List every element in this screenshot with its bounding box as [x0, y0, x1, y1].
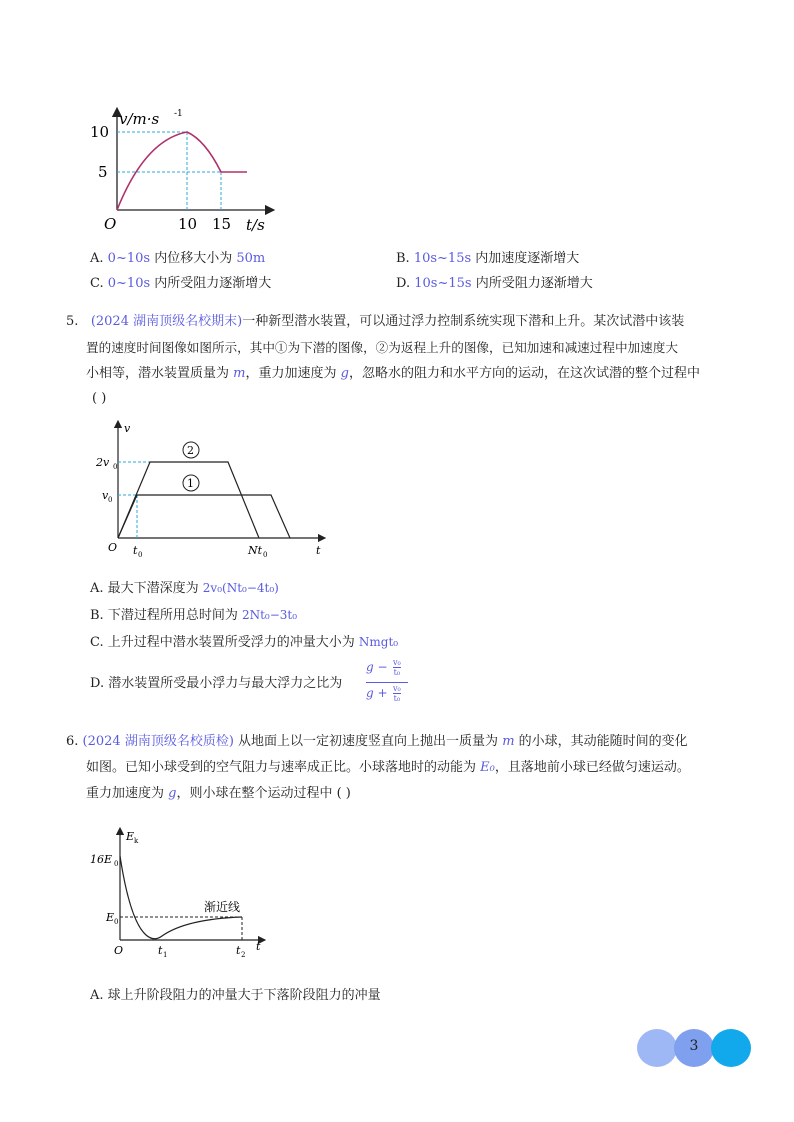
asymptote-label: 渐近线	[204, 900, 241, 914]
tick-label-16E0: 16E	[90, 853, 113, 866]
q5-number: 5.	[66, 314, 79, 329]
q6-source: (2024 湖南顶级名校质检)	[82, 734, 234, 749]
tick-label-x10: 10	[178, 215, 198, 233]
tick-label-v0: v	[102, 489, 109, 502]
svg-text:0: 0	[113, 463, 118, 471]
q5-option-c[interactable]: C. 上升过程中潜水装置所受浮力的冲量大小为 Nmgt₀	[90, 635, 399, 650]
submersible-velocity-graph	[90, 418, 340, 563]
q5-line3: 小相等，潜水装置质量为 m，重力加速度为 g，忽略水的阻力和水平方向的运动，在这次试潜的整个过程中	[86, 366, 700, 381]
svg-text:k: k	[134, 837, 139, 845]
svg-text:-1: -1	[174, 109, 183, 119]
y-axis-label: E	[126, 830, 135, 843]
tick-label-Nt0: Nt	[248, 544, 263, 557]
y-axis-label: v	[124, 422, 131, 435]
q5-line1: 5. (2024 湖南顶级名校期末)一种新型潜水装置，可以通过浮力控制系统实现下潜和上升。某次试潜中该装	[66, 314, 685, 329]
q4-option-a[interactable]: A. 0~10s 内位移大小为 50m	[90, 251, 266, 266]
q6-option-a[interactable]: A. 球上升阶段阻力的冲量大于下落阶段阻力的冲量	[90, 988, 381, 1003]
curve-2	[118, 462, 259, 538]
tick-label-2v0: 2v	[96, 456, 110, 469]
svg-text:0: 0	[263, 551, 268, 559]
tick-label-10: 10	[90, 123, 110, 141]
q5-line2: 置的速度时间图像如图所示，其中①为下潜的图像，②为返程上升的图像，已知加速和减速过程中加速度大	[86, 340, 678, 355]
q5-option-b[interactable]: B. 下潜过程所用总时间为 2Nt₀−3t₀	[90, 608, 298, 623]
tick-label-E0: E	[106, 911, 115, 924]
q6-line1: 6. (2024 湖南顶级名校质检) 从地面上以一定初速度竖直向上抛出一质量为 m 的小球，其动能随时间的变化	[66, 734, 688, 749]
q4-option-c[interactable]: C. 0~10s 内所受阻力逐渐增大	[90, 276, 272, 291]
x-axis-label: t/s	[246, 216, 265, 234]
velocity-curve	[117, 132, 247, 210]
q4-option-d[interactable]: D. 10s~15s 内所受阻力逐渐增大	[396, 276, 593, 291]
svg-text:2: 2	[241, 951, 246, 959]
badge-right-circle	[711, 1029, 751, 1067]
velocity-time-graph-1	[90, 100, 290, 240]
y-axis-label: v/m·s	[119, 110, 160, 128]
tick-label-t1: t	[158, 944, 163, 957]
x-axis-label: t	[316, 544, 321, 557]
q5-option-d[interactable]: D. 潜水装置所受最小浮力与最大浮力之比为	[90, 676, 343, 691]
badge-left-circle	[637, 1029, 677, 1067]
svg-text:0: 0	[108, 496, 113, 504]
svg-text:0: 0	[138, 551, 143, 559]
circle-label-1: 1	[187, 477, 194, 490]
q6-number: 6.	[66, 734, 79, 749]
q5-source: (2024 湖南顶级名校期末)	[90, 314, 243, 329]
curve-1	[118, 495, 290, 538]
page-number: 3	[689, 1038, 699, 1054]
origin-label: O	[104, 215, 117, 233]
q5-answer-paren: ( )	[92, 391, 107, 406]
tick-label-t2: t	[236, 944, 241, 957]
origin-label: O	[114, 944, 124, 957]
svg-text:1: 1	[163, 951, 168, 959]
tick-label-t0: t	[133, 544, 138, 557]
origin-label: O	[108, 541, 118, 554]
tick-label-x15: 15	[212, 215, 232, 233]
tick-label-5: 5	[98, 163, 108, 181]
q6-line3: 重力加速度为 g，则小球在整个运动过程中 ( )	[86, 786, 351, 801]
kinetic-energy-graph	[86, 826, 276, 961]
energy-curve	[120, 856, 242, 939]
svg-text:0: 0	[114, 918, 119, 926]
x-axis-label: t	[256, 940, 261, 953]
q5-option-a[interactable]: A. 最大下潜深度为 2v₀(Nt₀−4t₀)	[90, 581, 279, 596]
q5-option-d-fraction: g − v₀ t₀ g + v₀ t₀	[366, 660, 410, 708]
q4-option-b[interactable]: B. 10s~15s 内加速度逐渐增大	[396, 251, 580, 266]
q6-line2: 如图。已知小球受到的空气阻力与速率成正比。小球落地时的动能为 E₀，且落地前小球已经做匀速运动。	[86, 760, 690, 775]
circle-label-2: 2	[187, 444, 194, 457]
svg-text:0: 0	[114, 860, 119, 868]
